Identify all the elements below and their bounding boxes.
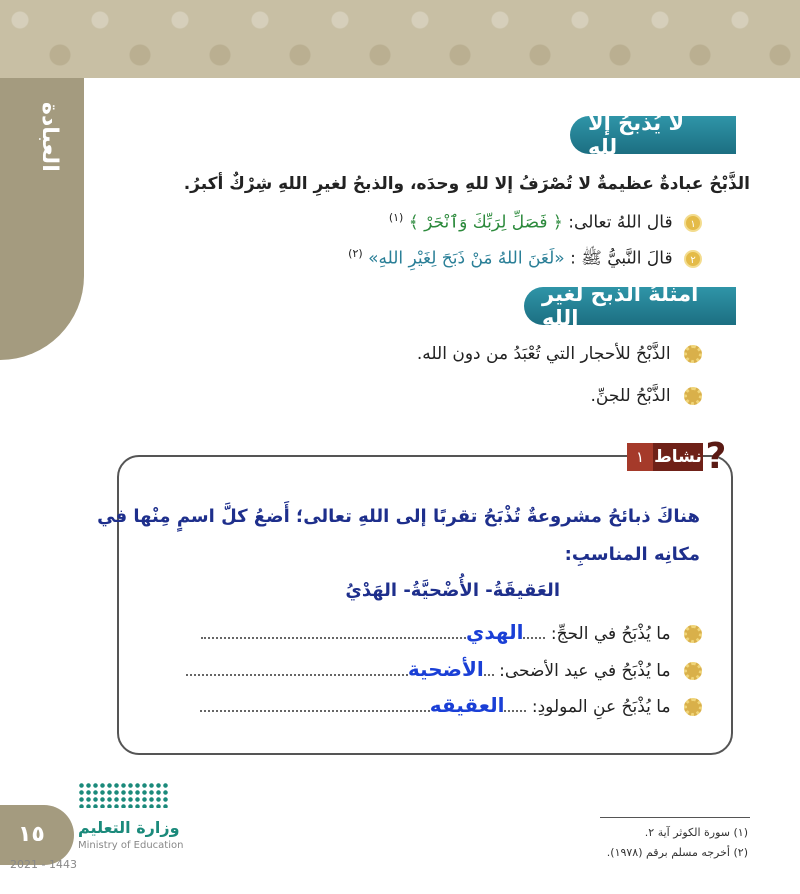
flower-bullet-icon [684, 345, 702, 363]
ministry-name-arabic: وزارة التعليم [78, 818, 180, 837]
chapter-title: العبادة [37, 102, 62, 172]
footnote-divider [600, 817, 750, 818]
flower-bullet-icon [684, 698, 702, 716]
question-mark-icon: ? [705, 436, 727, 477]
list-item: الذَّبْحُ للأحجار التي تُعْبَدُ من دون الله. [417, 342, 702, 366]
number-bullet: ٢ [684, 250, 702, 268]
list-item: ١ قال اللهُ تعالى: ﴿ فَصَلِّ لِرَبِّكَ وَٱنْحَرْ ﴾ $^{(١)}$ [389, 206, 702, 235]
quran-quote: ﴿ فَصَلِّ لِرَبِّكَ وَٱنْحَرْ ﴾ [408, 212, 563, 233]
flower-bullet-icon [684, 662, 702, 680]
activity-row: ما يُذْبَحُ في عيد الأضحى: الأضحية [186, 657, 702, 683]
footnote: (١) سورة الكوثر آية ٢. [644, 826, 748, 839]
footnote: (٢) أخرجه مسلم برقم (١٩٧٨). [606, 846, 748, 859]
edition-year: 2021 - 1443 [10, 858, 77, 871]
ministry-logo-icon [78, 782, 170, 808]
section-title: لا يُذبحُ إلا لله [570, 116, 736, 154]
activity-question: هناكَ ذبائحُ مشروعةٌ تُذْبَحُ تقربًا إلى اللهِ تعالى؛ أَضعُ كلَّ اسمٍ مِنْها في [97, 506, 700, 527]
number-bullet: ١ [684, 214, 702, 232]
answer-field[interactable]: الهدي [466, 620, 524, 644]
section-header-examples [524, 282, 736, 330]
answer-field[interactable]: العقيقه [429, 693, 505, 717]
list-item: الذَّبْحُ للجنِّ. [591, 384, 702, 408]
activity-number: ١ [627, 443, 653, 471]
section-title: أمثلةُ الذبح لغير الله [524, 287, 736, 325]
flower-bullet-icon [684, 387, 702, 405]
answer-field[interactable]: الأضحية [407, 657, 484, 681]
activity-label: نشاط [653, 443, 703, 471]
section-intro: الذَّبْحُ عبادةٌ عظيمةٌ لا تُصْرَفُ إلا للهِ وحدَه، والذبحُ لغيرِ اللهِ شِرْكٌ أكبرُ. [183, 174, 750, 194]
page-number: ١٥ [18, 822, 45, 847]
hadith-quote: «لَعَنَ اللهُ مَنْ ذَبَحَ لِغَيْرِ اللهِ» [368, 248, 565, 269]
activity-question: مكانِه المناسبِ: [564, 544, 700, 565]
list-item: ٢ قالَ النَّبيُّ ﷺ : «لَعَنَ اللهُ مَنْ ذَبَحَ لِغَيْرِ اللهِ» $^{(٢)}$ [348, 242, 702, 271]
section-header-only-for-allah [570, 111, 736, 159]
ministry-name-english: Ministry of Education [78, 840, 184, 851]
activity-tag [625, 436, 733, 477]
activity-options: العَقيقَةُ- الأُضْحيَّةُ- الهَدْيُ [345, 580, 560, 601]
activity-row: ما يُذْبَحُ عنِ المولودِ: العقيقه [200, 693, 702, 719]
flower-bullet-icon [684, 625, 702, 643]
activity-row: ما يُذْبَحُ في الحجِّ: الهدي [201, 620, 702, 646]
decorative-header-band [0, 0, 800, 78]
